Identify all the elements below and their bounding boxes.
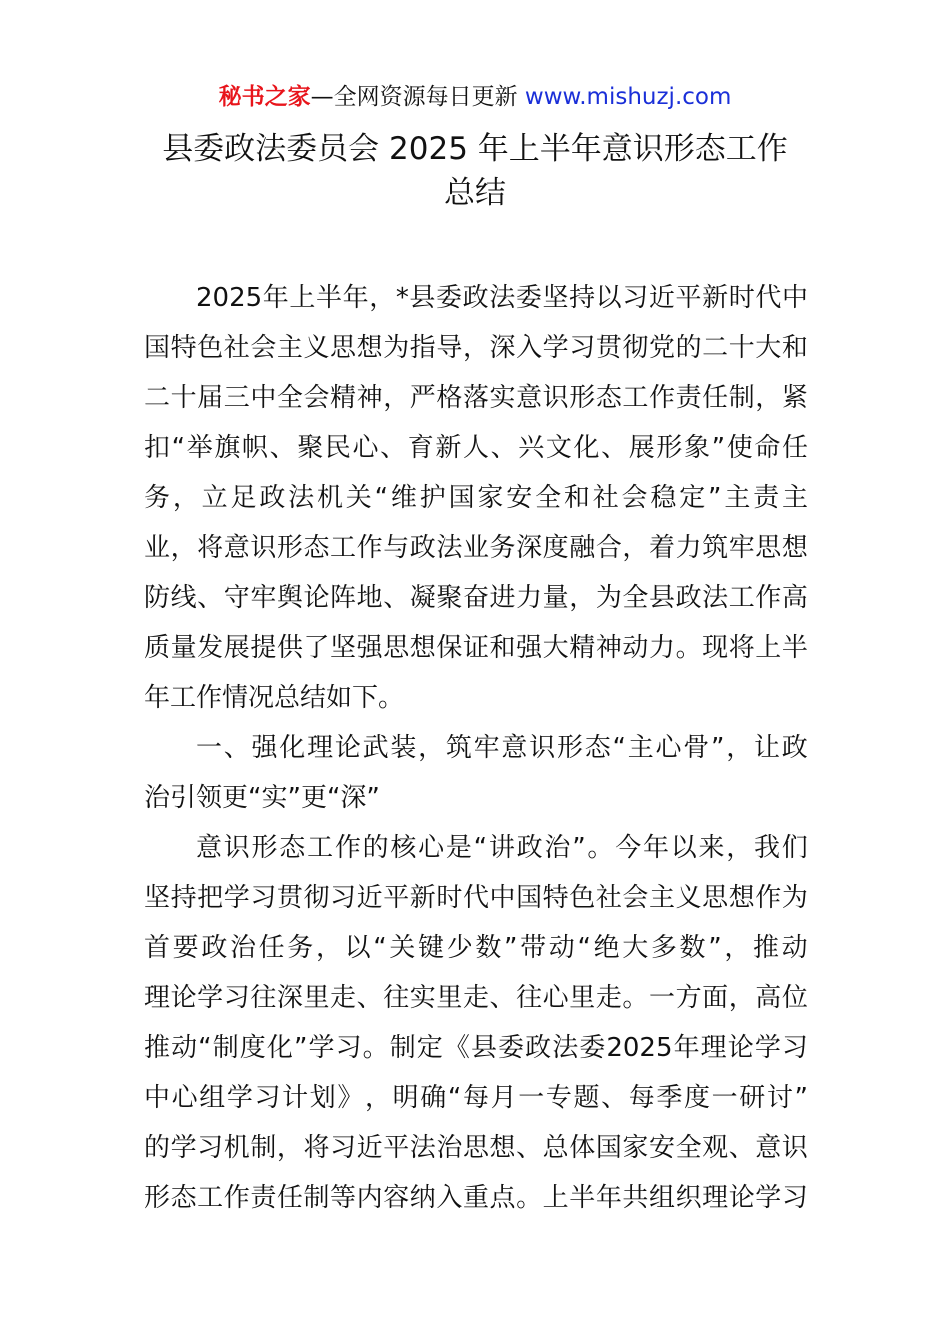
- body-line: 业 ， 将 意 识 形 态 工 作 与 政 法 业 务 深 度 融 合 ， 着 力 筑 牢 思 想: [144, 533, 808, 563]
- body-line: 形 态 工 作 责 任 制 等 内 容 纳 入 重 点 。 上 半 年 共 组 织 理 论 学 习: [144, 1183, 808, 1213]
- body-line: 质 量 发 展 提 供 了 坚 强 思 想 保 证 和 强 大 精 神 动 力 。 现 将 上 半: [144, 633, 808, 663]
- body-line: 中 心 组 学 习 计 划 》 ， 明 确 “ 每 月 一 专 题 、 每 季 度 一 研 讨 ”: [144, 1083, 808, 1113]
- brand-name: 秘书之家: [218, 84, 311, 110]
- title-line-1: 县委政法委员会 2025 年上半年意识形态工作: [162, 131, 788, 167]
- body-line: 一 、 强 化 理 论 武 装 ， 筑 牢 意 识 形 态 “ 主 心 骨 ” ， 让 政: [196, 733, 808, 763]
- body-line: 防 线 、 守 牢 舆 论 阵 地 、 凝 聚 奋 进 力 量 ， 为 全 县 政 法 工 作 高: [144, 583, 808, 613]
- document-body: [144, 273, 808, 1223]
- body-line: 首 要 政 治 任 务 ， 以 “ 关 键 少 数 ” 带 动 “ 绝 大 多 数 ” ， 推 动: [144, 933, 808, 963]
- title-line-2: 总结: [444, 175, 506, 211]
- body-line: 意 识 形 态 工 作 的 核 心 是 “ 讲 政 治 ” 。 今 年 以 来 ， 我 们: [196, 833, 808, 863]
- header-tagline: —全网资源每日更新: [310, 84, 525, 110]
- body-line: 2025 年 上 半 年 ， * 县 委 政 法 委 坚 持 以 习 近 平 新 时 代 中: [196, 283, 808, 313]
- body-line: 理 论 学 习 往 深 里 走 、 往 实 里 走 、 往 心 里 走 。 一 方 面 ， 高 位: [144, 983, 808, 1013]
- body-line: 治引领更“实”更“深”: [144, 783, 380, 813]
- body-line: 务 ， 立 足 政 法 机 关 “ 维 护 国 家 安 全 和 社 会 稳 定 ” 主 责 主: [144, 483, 808, 513]
- body-line: 二 十 届 三 中 全 会 精 神 ， 严 格 落 实 意 识 形 态 工 作 责 任 制 ， 紧: [144, 383, 808, 413]
- body-line: 的 学 习 机 制 ， 将 习 近 平 法 治 思 想 、 总 体 国 家 安 全 观 、 意 识: [144, 1133, 808, 1163]
- document-title: [120, 127, 830, 215]
- body-line: 坚 持 把 学 习 贯 彻 习 近 平 新 时 代 中 国 特 色 社 会 主 义 思 想 作 为: [144, 883, 808, 913]
- body-line: 推 动 “ 制 度 化 ” 学 习 。 制 定 《 县 委 政 法 委 2025 年 理 论 学 习: [144, 1033, 808, 1063]
- site-url-link[interactable]: www.mishuzj.com: [524, 84, 732, 110]
- body-line: 国 特 色 社 会 主 义 思 想 为 指 导 ， 深 入 学 习 贯 彻 党 的 二 十 大 和: [144, 333, 808, 363]
- site-header: [0, 82, 950, 112]
- body-line: 年工作情况总结如下。: [144, 683, 405, 713]
- body-line: 扣 “ 举 旗 帜 、 聚 民 心 、 育 新 人 、 兴 文 化 、 展 形 象 ” 使 命 任: [144, 433, 808, 463]
